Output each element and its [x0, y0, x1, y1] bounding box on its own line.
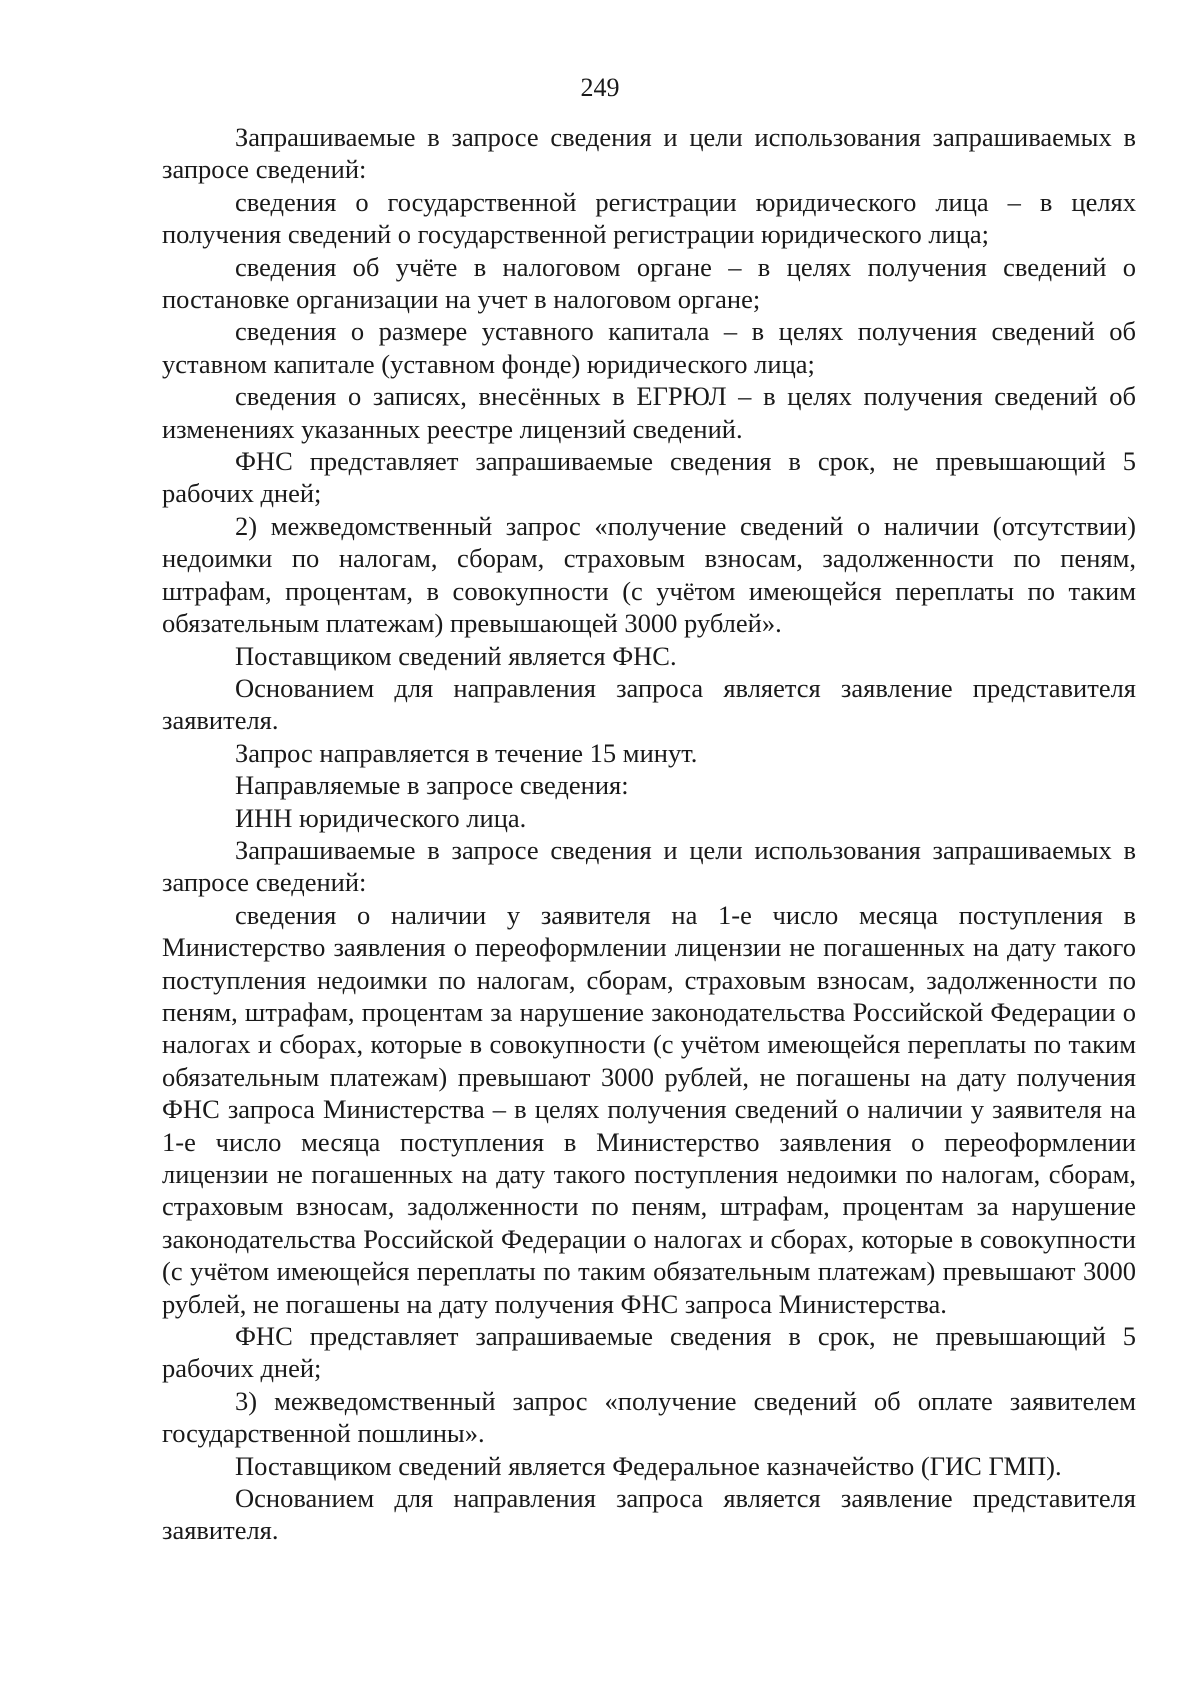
paragraph: 2) межведомственный запрос «получение сведений о наличии (отсутствии) недоимки по налогам, сборам, страховым взносам, задолженности по пеням, штрафам, процентам, в совокупности (с учётом имеющейся переплаты по таким обязательным платежам) превышающей 3000 рублей». [162, 510, 1136, 639]
paragraph: Поставщиком сведений является ФНС. [235, 640, 677, 671]
paragraph: Поставщиком сведений является Федеральное казначейство (ГИС ГМП). [235, 1450, 1062, 1481]
paragraph: Запрашиваемые в запросе сведения и цели использования запрашиваемых в запросе сведений: [162, 834, 1136, 898]
paragraph: Запрашиваемые в запросе сведения и цели использования запрашиваемых в запросе сведений: [162, 122, 1136, 185]
page-number: 249 [580, 73, 620, 102]
paragraph: Запрос направляется в течение 15 минут. [235, 737, 698, 768]
paragraph: ФНС представляет запрашиваемые сведения в срок, не превышающий 5 рабочих дней; [162, 1321, 1136, 1384]
paragraph: ИНН юридического лица. [235, 802, 527, 833]
paragraph: сведения о государственной регистрации юридического лица – в целях получения сведений о государственной регистрации юридического лица; [162, 186, 1136, 250]
paragraph: сведения о размере уставного капитала – в целях получения сведений об уставном капитале (уставном фонде) юридического лица; [162, 316, 1136, 379]
paragraph: ФНС представляет запрашиваемые сведения в срок, не превышающий 5 рабочих дней; [162, 446, 1136, 509]
paragraph: Направляемые в запросе сведения: [235, 770, 629, 801]
document-body [162, 121, 1136, 1547]
paragraph: Основанием для направления запроса является заявление представителя заявителя. [162, 672, 1136, 736]
paragraph: сведения об учёте в налоговом органе – в целях получения сведений о постановке организации на учет в налоговом органе; [162, 251, 1136, 315]
paragraph: Основанием для направления запроса является заявление представителя заявителя. [162, 1483, 1136, 1546]
paragraph: 3) межведомственный запрос «получение сведений об оплате заявителем государственной пошлины». [162, 1385, 1136, 1449]
paragraph: сведения о записях, внесённых в ЕГРЮЛ – в целях получения сведений об изменениях указанных реестре лицензий сведений. [162, 381, 1136, 444]
paragraph: сведения о наличии у заявителя на 1-е число месяца поступления в Министерство заявления о переоформлении лицензии не погашенных на дату такого поступления недоимки по налогам, сборам, страховым взносам, задолженности по пеням, штрафам, процентам за нарушение законодательства Российской Федерации о налогах и сборах, которые в совокупности (с учётом имеющейся переплаты по таким обязательным платежам) превышают 3000 рублей, не погашены на дату получения ФНС запроса Министерства – в целях получения сведений о наличии у заявителя на 1-е число месяца поступления в Министерство заявления о переоформлении лицензии не погашенных на дату такого поступления недоимки по налогам, сборам, страховым взносам, задолженности по пеням, штрафам, процентам за нарушение законодательства Российской Федерации о налогах и сборах, которые в совокупности (с учётом имеющейся переплаты по таким обязательным платежам) превышают 3000 рублей, не погашены на дату получения ФНС запроса Министерства. [162, 899, 1136, 1319]
